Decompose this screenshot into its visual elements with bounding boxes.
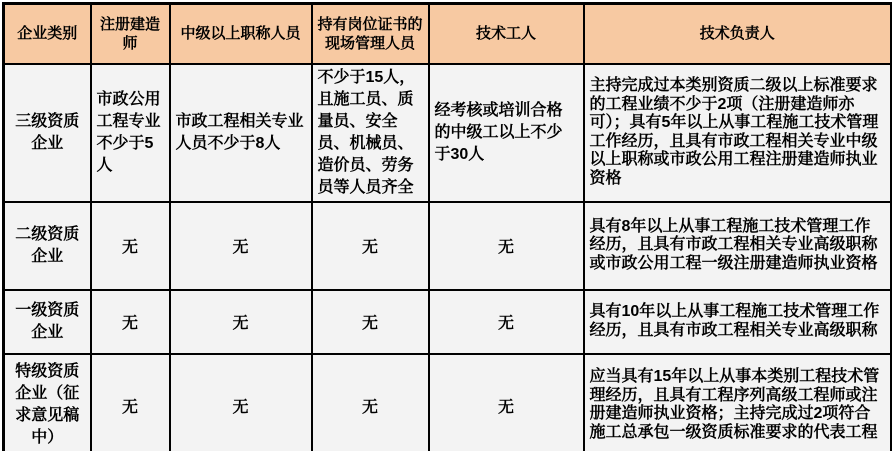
table-row-level3 bbox=[4, 64, 892, 202]
row-category: 二级资质企业 bbox=[4, 202, 91, 290]
table-row-level1 bbox=[4, 290, 892, 354]
cell-registered-builder: 无 bbox=[91, 354, 170, 451]
table-row-special bbox=[4, 354, 892, 451]
cell-mid-title-staff: 无 bbox=[170, 202, 312, 290]
cell-registered-builder: 无 bbox=[91, 290, 170, 354]
cell-site-managers: 无 bbox=[312, 290, 429, 354]
cell-site-managers: 无 bbox=[312, 202, 429, 290]
cell-technical-director: 应当具有15年以上从事本类别工程技术管理经历，且具有工程序列高级工程师或注册建造师执业资格；主持完成过2项符合施工总承包一级资质标准要求的代表工程 bbox=[584, 354, 892, 451]
cell-skilled-workers: 无 bbox=[429, 290, 584, 354]
cell-technical-director: 具有10年以上从事工程施工技术管理工作经历，且具有市政工程相关专业高级职称 bbox=[584, 290, 892, 354]
header-row bbox=[4, 4, 892, 64]
cell-mid-title-staff: 无 bbox=[170, 290, 312, 354]
row-category: 特级资质企业（征求意见稿中） bbox=[4, 354, 91, 451]
cell-site-managers: 不少于15人，且施工员、质量员、安全员、机械员、造价员、劳务员等人员齐全 bbox=[312, 64, 429, 202]
col-header-site-managers: 持有岗位证书的现场管理人员 bbox=[312, 4, 429, 64]
cell-skilled-workers: 经考核或培训合格的中级工以上不少于30人 bbox=[429, 64, 584, 202]
cell-skilled-workers: 无 bbox=[429, 354, 584, 451]
qualification-table bbox=[2, 2, 892, 451]
cell-registered-builder: 市政公用工程专业不少于5人 bbox=[91, 64, 170, 202]
cell-technical-director: 具有8年以上从事工程施工技术管理工作经历，且具有市政工程相关专业高级职称或市政公用工程一级注册建造师执业资格 bbox=[584, 202, 892, 290]
row-category: 三级资质企业 bbox=[4, 64, 91, 202]
cell-mid-title-staff: 市政工程相关专业人员不少于8人 bbox=[170, 64, 312, 202]
cell-mid-title-staff: 无 bbox=[170, 354, 312, 451]
cell-site-managers: 无 bbox=[312, 354, 429, 451]
col-header-registered-builder: 注册建造师 bbox=[91, 4, 170, 64]
col-header-category: 企业类别 bbox=[4, 4, 91, 64]
row-category: 一级资质企业 bbox=[4, 290, 91, 354]
cell-technical-director: 主持完成过本类别资质二级以上标准要求的工程业绩不少于2项（注册建造师亦可）；具有5年以上从事工程施工技术管理工作经历，且具有市政工程相关专业中级以上职称或市政公用工程注册建造师执业资格 bbox=[584, 64, 892, 202]
col-header-skilled-workers: 技术工人 bbox=[429, 4, 584, 64]
col-header-mid-title-staff: 中级以上职称人员 bbox=[170, 4, 312, 64]
cell-skilled-workers: 无 bbox=[429, 202, 584, 290]
col-header-technical-director: 技术负责人 bbox=[584, 4, 892, 64]
cell-registered-builder: 无 bbox=[91, 202, 170, 290]
table-row-level2 bbox=[4, 202, 892, 290]
